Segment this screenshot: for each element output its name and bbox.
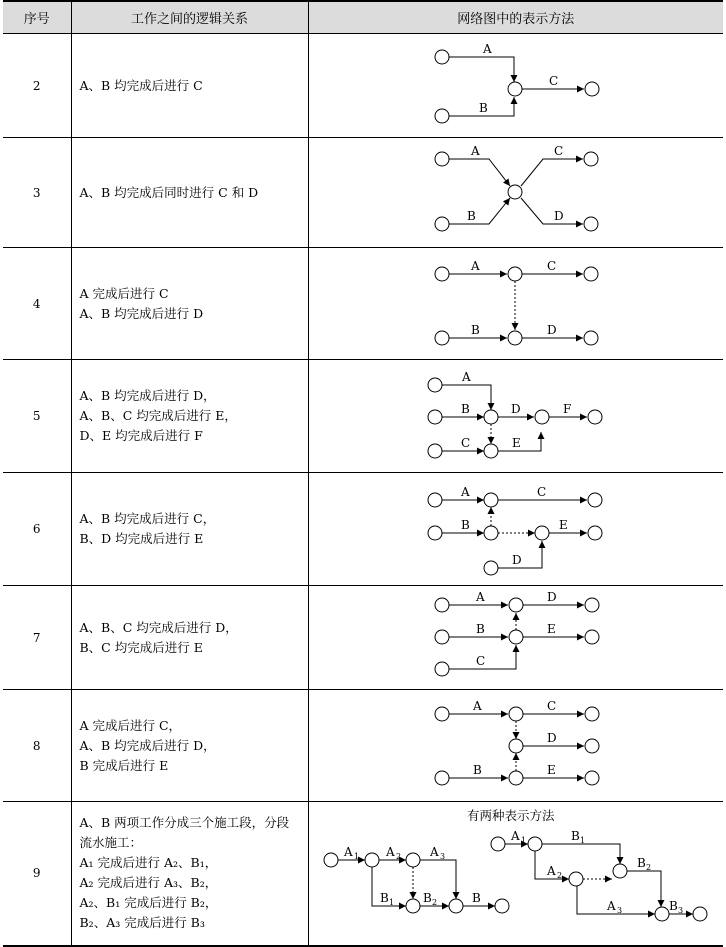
activity-label: B <box>422 891 432 905</box>
row-number: 8 <box>3 690 71 802</box>
activity-label: B <box>379 891 389 905</box>
label-subscript: 1 <box>388 898 394 907</box>
table-row <box>3 138 723 248</box>
arrow-b <box>449 198 510 224</box>
activity-label: D <box>553 209 564 223</box>
activity-label: A <box>385 845 395 859</box>
label-b: B <box>478 101 488 115</box>
event-node <box>613 864 627 878</box>
relation-line: A、B 均完成后同时进行 C 和 D <box>79 184 259 200</box>
event-node <box>428 378 442 392</box>
activity-label: E <box>511 436 521 450</box>
activity-label: A <box>472 699 482 713</box>
label-subscript: 2 <box>645 863 651 872</box>
event-node <box>435 771 449 785</box>
relation-line: A、B 均完成后进行 C， <box>79 511 216 526</box>
event-node <box>484 444 498 458</box>
relation-line: A、B 均完成后进行 D <box>79 305 204 321</box>
event-node <box>588 493 602 507</box>
relation-line: A₂、B₁ 完成后进行 B₂， <box>79 895 218 911</box>
relation-line: B 完成后进行 E <box>79 757 169 773</box>
event-node <box>435 109 449 123</box>
table-row <box>3 34 723 138</box>
relation-text <box>71 473 308 586</box>
label-subscript: 1 <box>520 836 526 845</box>
label-subscript: 3 <box>439 852 445 861</box>
network-diagram <box>308 473 723 586</box>
activity-label: B <box>470 323 480 337</box>
event-node <box>435 217 449 231</box>
table-row <box>3 802 723 946</box>
event-node <box>449 899 463 913</box>
label-c: C <box>548 74 558 88</box>
event-node <box>406 853 420 867</box>
row-number: 6 <box>3 473 71 586</box>
label-subscript: 3 <box>677 906 683 915</box>
header-no: 序号 <box>3 1 71 34</box>
row-number: 4 <box>3 248 71 360</box>
relation-text <box>71 690 308 802</box>
table-row <box>3 360 723 473</box>
diagram-svg <box>309 138 724 248</box>
row-number: 5 <box>3 360 71 473</box>
event-node <box>491 837 505 851</box>
label-subscript: 2 <box>556 871 562 880</box>
event-node <box>585 707 599 721</box>
event-node <box>435 598 449 612</box>
event-node <box>569 872 583 886</box>
event-node <box>365 853 379 867</box>
header-relation: 工作之间的逻辑关系 <box>71 1 308 34</box>
activity-arrow <box>542 844 620 864</box>
event-node <box>508 331 522 345</box>
activity-label: A <box>461 370 471 384</box>
relation-text <box>71 802 308 946</box>
label-a: A <box>482 42 492 56</box>
activity-label: A <box>606 899 616 913</box>
diagram-svg <box>309 248 724 360</box>
activity-arrow <box>577 886 655 914</box>
activity-label: B <box>636 856 646 870</box>
event-node <box>428 444 442 458</box>
event-node <box>509 630 523 644</box>
label-subscript: 3 <box>616 906 622 915</box>
activity-label: D <box>546 590 557 604</box>
event-node <box>585 739 599 753</box>
activity-label: B <box>570 829 580 843</box>
activity-label: D <box>546 323 557 337</box>
label-subscript: 1 <box>353 852 359 861</box>
network-diagram <box>308 138 723 248</box>
table-row <box>3 473 723 586</box>
activity-label: D <box>511 553 522 567</box>
event-node <box>584 331 598 345</box>
event-node <box>508 82 522 96</box>
activity-label: B <box>668 899 678 913</box>
diagram-svg <box>309 34 724 138</box>
event-node <box>508 267 522 281</box>
activity-label: E <box>558 518 568 532</box>
network-diagram <box>308 586 723 690</box>
relation-line: B、D 均完成后进行 E <box>79 531 204 546</box>
relation-line: 流水施工： <box>79 835 143 851</box>
event-node <box>588 526 602 540</box>
event-node <box>585 771 599 785</box>
event-node <box>428 493 442 507</box>
event-node <box>484 526 498 540</box>
row-number: 2 <box>3 34 71 138</box>
event-node <box>435 630 449 644</box>
event-node <box>584 152 598 166</box>
table-row <box>3 586 723 690</box>
event-node <box>655 907 669 921</box>
logic-relation-table <box>3 0 723 947</box>
arrow-d <box>521 198 583 224</box>
event-node <box>693 907 707 921</box>
activity-label: A <box>343 845 353 859</box>
activity-label: A <box>546 864 556 878</box>
relation-line: B、C 均完成后进行 E <box>79 639 203 655</box>
event-node <box>495 899 509 913</box>
event-node <box>509 771 523 785</box>
relation-line: A、B 两项工作分成三个施工段，分段 <box>79 815 290 831</box>
event-node <box>585 630 599 644</box>
activity-label: B <box>475 622 485 636</box>
row-number: 9 <box>3 802 71 946</box>
row-number: 7 <box>3 586 71 690</box>
activity-label: B <box>466 209 476 223</box>
activity-label: B <box>460 518 470 532</box>
event-node <box>435 50 449 64</box>
event-node <box>428 526 442 540</box>
relation-text <box>71 34 308 138</box>
event-node <box>435 331 449 345</box>
event-node <box>509 707 523 721</box>
diagram-svg <box>309 802 724 946</box>
activity-label: A <box>470 259 480 273</box>
relation-line: B₂、A₃ 完成后进行 B₃ <box>79 915 205 931</box>
event-node <box>484 410 498 424</box>
row-number: 3 <box>3 138 71 248</box>
event-node <box>435 267 449 281</box>
event-node <box>484 493 498 507</box>
event-node <box>588 410 602 424</box>
relation-text <box>71 586 308 690</box>
network-diagram <box>308 248 723 360</box>
network-diagram <box>308 34 723 138</box>
arrow-a <box>449 57 514 82</box>
diagram-svg <box>309 473 724 586</box>
event-node <box>584 217 598 231</box>
activity-label: F <box>562 402 571 416</box>
activity-label: A <box>470 144 480 158</box>
activity-label: C <box>546 259 556 273</box>
relation-line: A₂ 完成后进行 A₃、B₂， <box>79 875 218 891</box>
activity-label: C <box>475 654 485 668</box>
table-header-row <box>3 1 723 34</box>
relation-line: A、B 均完成后进行 C <box>79 77 203 93</box>
activity-label: A <box>460 485 470 499</box>
relation-line: A、B、C 均完成后进行 D， <box>79 619 238 635</box>
event-node <box>509 598 523 612</box>
activity-arrow <box>627 871 661 907</box>
event-node <box>585 82 599 96</box>
activity-label: E <box>546 763 556 777</box>
event-node <box>508 185 522 199</box>
activity-label: A <box>429 845 439 859</box>
activity-label: B <box>471 891 481 905</box>
network-diagram <box>308 690 723 802</box>
relation-line: D、E 均完成后进行 F <box>79 428 203 443</box>
event-node <box>435 152 449 166</box>
label-subscript: 2 <box>431 898 437 907</box>
activity-label: D <box>546 731 557 745</box>
activity-label: B <box>472 763 482 777</box>
diagram-svg <box>309 360 724 473</box>
relation-line: A 完成后进行 C <box>79 285 169 301</box>
relation-line: A、B 均完成后进行 D， <box>79 737 216 753</box>
event-node <box>535 526 549 540</box>
activity-label: A <box>510 829 520 843</box>
activity-label: C <box>546 699 556 713</box>
activity-label: E <box>546 622 556 636</box>
label-subscript: 1 <box>579 836 585 845</box>
activity-label: A <box>475 590 485 604</box>
network-diagram <box>308 360 723 473</box>
relation-line: A、B、C 均完成后进行 E， <box>79 408 237 423</box>
diagram-svg <box>309 690 724 802</box>
relation-text <box>71 248 308 360</box>
event-node <box>509 739 523 753</box>
activity-label: C <box>536 485 546 499</box>
table-row <box>3 690 723 802</box>
activity-label: C <box>460 436 470 450</box>
two-methods-caption: 有两种表示方法 <box>466 808 555 823</box>
table-row <box>3 248 723 360</box>
event-node <box>406 899 420 913</box>
relation-text <box>71 360 308 473</box>
network-diagram <box>308 802 723 946</box>
label-subscript: 2 <box>395 852 401 861</box>
activity-label: C <box>553 144 563 158</box>
activity-label: B <box>460 402 470 416</box>
event-node <box>435 662 449 676</box>
header-diagram: 网络图中的表示方法 <box>308 1 723 34</box>
diagram-svg <box>309 586 724 690</box>
relation-text <box>71 138 308 248</box>
event-node <box>535 410 549 424</box>
event-node <box>484 561 498 575</box>
event-node <box>584 267 598 281</box>
relation-line: A、B 均完成后进行 D， <box>79 388 216 403</box>
event-node <box>324 853 338 867</box>
arrow-c <box>521 159 583 186</box>
relation-line: A₁ 完成后进行 A₂、B₁， <box>79 855 218 871</box>
event-node <box>585 598 599 612</box>
event-node <box>435 707 449 721</box>
arrow-a <box>449 159 510 186</box>
activity-label: D <box>510 402 521 416</box>
event-node <box>428 410 442 424</box>
event-node <box>528 837 542 851</box>
relation-line: A 完成后进行 C， <box>79 717 182 733</box>
